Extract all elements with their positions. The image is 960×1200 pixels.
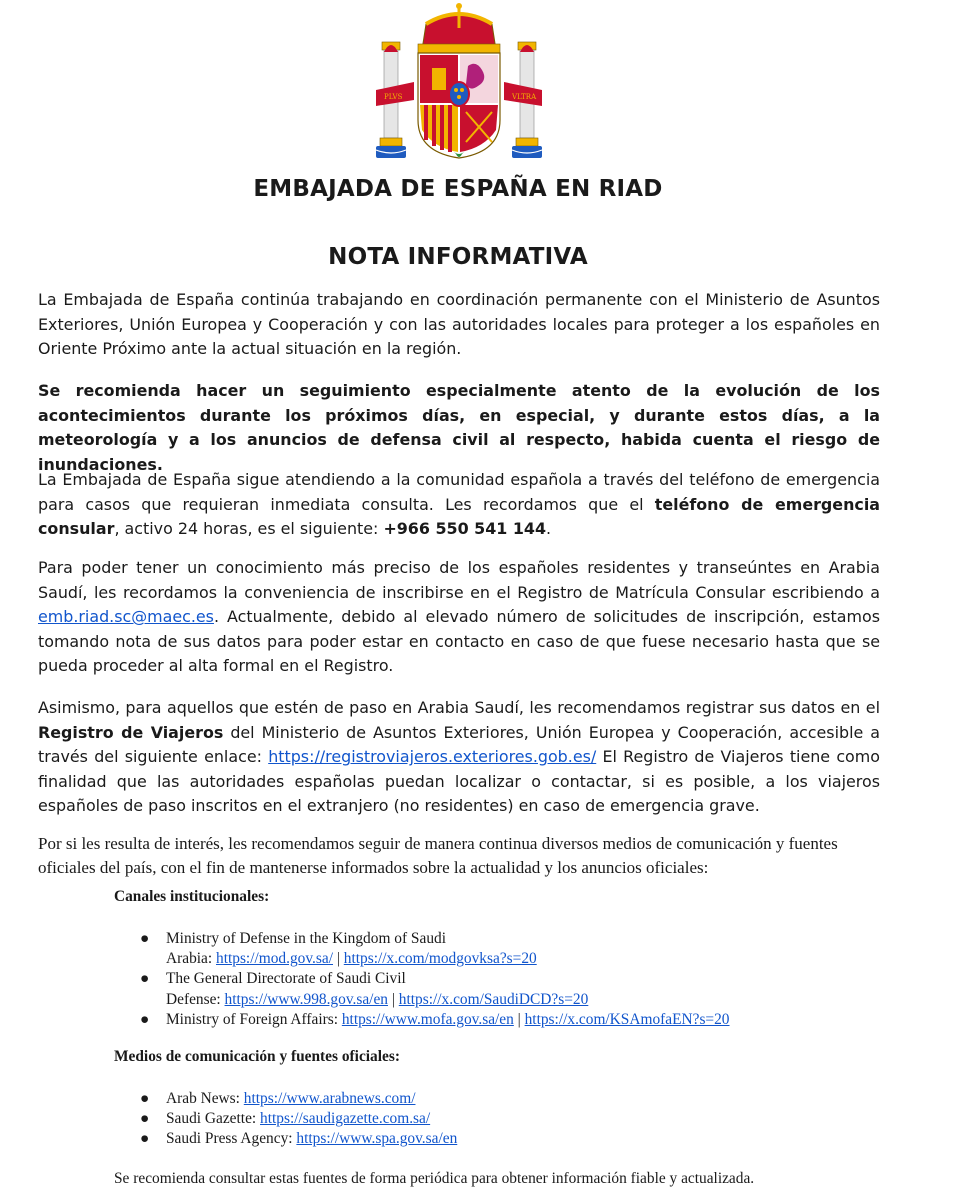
travelers-text-a: Asimismo, para aquellos que estén de paso en Arabia Saudí, les recomendamos registrar sus datos en el [38, 698, 880, 717]
crown [418, 3, 500, 53]
spain-coat-of-arms-icon [374, 2, 544, 162]
list-item [114, 929, 874, 969]
travelers-text-d: El Registro de Viajeros tiene como finalidad que las autoridades españolas puedan localizar o contactar, si es posible, a los viajeros españoles de paso inscritos en el extranjero (no residentes) en caso de emergencia grave. [38, 747, 880, 816]
media-sources-list [114, 1089, 874, 1150]
arab-news-link[interactable]: https://www.arabnews.com/ [243, 1090, 416, 1107]
mofa-website-link[interactable]: https://www.mofa.gov.sa/en [341, 1010, 514, 1028]
saudi-gazette-link[interactable]: https://saudigazette.com.sa/ [260, 1110, 431, 1128]
paragraph-emergency-phone [38, 468, 880, 542]
link-separator: | [513, 1010, 525, 1028]
shield [418, 53, 500, 158]
registry-text-b: . Actualmente, debido al elevado número de solicitudes de inscripción, estamos tomando nota de sus datos para poder estar en contacto en caso de que fuese necesario hasta que se pueda proceder al alta formal en el Registro. [38, 607, 880, 676]
list-item [114, 1010, 874, 1030]
list-item [114, 969, 874, 1009]
registry-text-a: Para poder tener un conocimiento más preciso de los españoles residentes y transeúntes en Arabia Saudí, les recordamos la conveniencia de inscribirse en el Registro de Matrícula Consular escribiendo a [38, 558, 880, 602]
channel-name: The General Directorate of Saudi Civil [166, 970, 406, 988]
emergency-phone-number: +966 550 541 144 [383, 519, 547, 539]
channel-name-cont: Arabia: [166, 950, 216, 968]
link-separator: | [388, 990, 399, 1008]
bullet-icon: ● [140, 1110, 150, 1128]
institutional-channels-list [114, 929, 874, 1030]
note-title: NOTA INFORMATIVA [328, 244, 588, 270]
link-separator: | [333, 950, 344, 968]
mod-x-link[interactable]: https://x.com/modgovksa?s=20 [343, 950, 537, 968]
registro-viajeros-link[interactable]: https://registroviajeros.exteriores.gob.es/ [268, 747, 597, 767]
footer-recommendation: Se recomienda consultar estas fuentes de forma periódica para obtener información fiable y actualizada. [114, 1170, 755, 1187]
mofa-x-link[interactable]: https://x.com/KSAmofaEN?s=20 [524, 1010, 730, 1028]
embassy-title: EMBAJADA DE ESPAÑA EN RIAD [253, 176, 663, 202]
channel-name: Ministry of Foreign Affairs: [166, 1010, 342, 1028]
paragraph-flood-warning: Se recomienda hacer un seguimiento especialmente atento de la evolución de los acontecimientos durante los próximos días, en especial, y durante estos días, a la meteorología y a los anuncios de defensa civil al respecto, habida cuenta el riesgo de inundaciones. [38, 381, 880, 474]
travelers-registry-bold: Registro de Viajeros [38, 722, 224, 742]
saudi-press-agency-link[interactable]: https://www.spa.gov.sa/en [296, 1130, 458, 1148]
media-sources-heading: Medios de comunicación y fuentes oficiales: [114, 1048, 400, 1065]
media-name: Saudi Gazette: [166, 1110, 261, 1128]
list-item [114, 1089, 874, 1109]
phone-text-a: La Embajada de España sigue atendiendo a la comunidad española a través del teléfono de emergencia para casos que requieran inmediata consulta. Les recordamos que el [38, 470, 880, 514]
mod-website-link[interactable]: https://mod.gov.sa/ [216, 950, 333, 968]
media-name: Saudi Press Agency: [166, 1130, 297, 1148]
civil-defense-website-link[interactable]: https://www.998.gov.sa/en [224, 990, 388, 1008]
paragraph-consular-registry [38, 556, 880, 679]
bullet-icon: ● [140, 970, 150, 988]
media-name: Arab News: [166, 1090, 244, 1107]
channel-name: Ministry of Defense in the Kingdom of Saudi [166, 930, 446, 947]
motto-right: VLTRA [512, 93, 537, 101]
list-item [114, 1129, 874, 1149]
paragraph-media-intro: Por si les resulta de interés, les recomendamos seguir de manera continua diversos medios de comunicación y fuentes oficiales del país, con el fin de mantenerse informados sobre la actualidad y los anuncios oficiales: [38, 834, 838, 877]
institutional-channels-heading: Canales institucionales: [114, 888, 270, 905]
phone-text-d: . [546, 519, 552, 539]
civil-defense-x-link[interactable]: https://x.com/SaudiDCD?s=20 [398, 990, 589, 1008]
list-item [114, 1109, 874, 1129]
channel-name-cont: Defense: [166, 990, 225, 1008]
bullet-icon: ● [140, 1010, 150, 1028]
motto-left: PLVS [384, 93, 403, 101]
bullet-icon: ● [140, 1090, 150, 1107]
embassy-email-link[interactable]: emb.riad.sc@maec.es [38, 607, 214, 627]
bullet-icon: ● [140, 1130, 150, 1148]
travelers-text-c: del Ministerio de Asuntos Exteriores, Unión Europea y Cooperación, accesible a través del siguiente enlace: [38, 722, 880, 767]
phone-text-c: , activo 24 horas, es el siguiente: [114, 519, 384, 539]
phone-label-bold: teléfono de emergencia consular [38, 494, 880, 539]
bullet-icon: ● [140, 930, 150, 947]
paragraph-travelers-registry [38, 696, 880, 819]
paragraph-intro: La Embajada de España continúa trabajando en coordinación permanente con el Ministerio de Asuntos Exteriores, Unión Europea y Cooperación y con las autoridades locales para proteger a los españoles en Oriente Próximo ante la actual situación en la región. [38, 290, 880, 359]
